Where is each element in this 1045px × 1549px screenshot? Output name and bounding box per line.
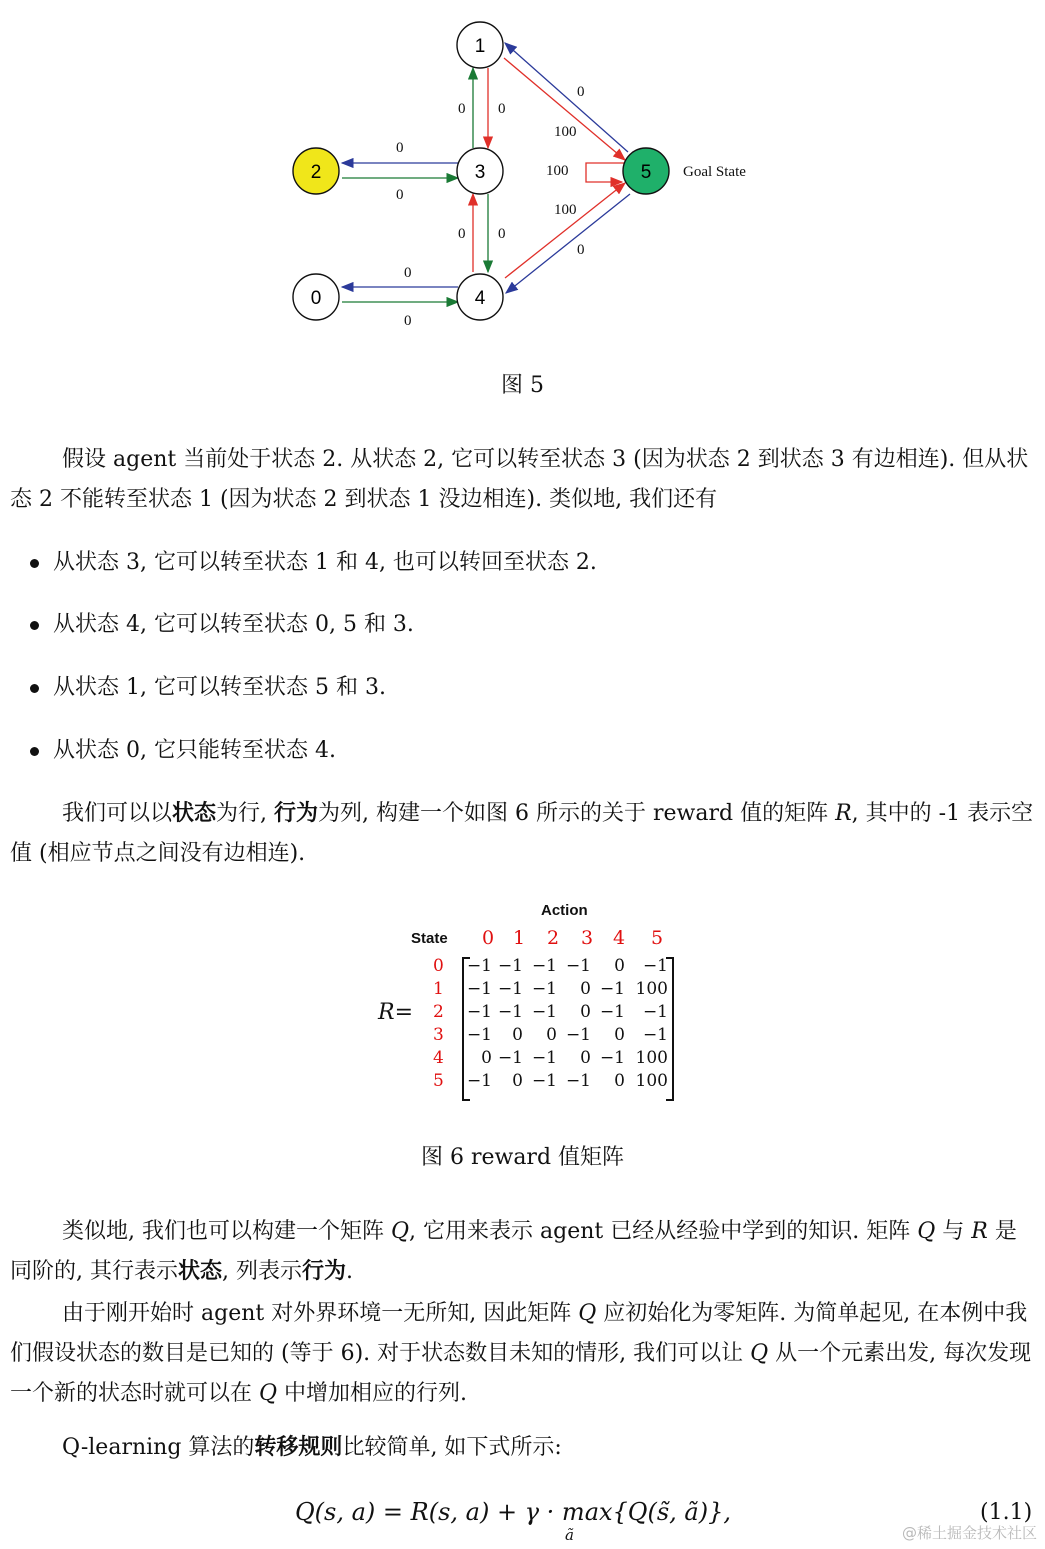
state-node-label: 5 — [640, 162, 652, 183]
matrix-col-header: 4 — [612, 927, 626, 949]
edge-label: 100 — [554, 202, 577, 218]
state-node-label: 0 — [310, 288, 322, 309]
edge-5-5 — [586, 163, 624, 182]
matrix-cell: −1 — [466, 1025, 492, 1045]
matrix-cell: −1 — [642, 956, 668, 976]
matrix-cell: −1 — [497, 956, 523, 976]
edge-1-5 — [504, 58, 625, 160]
matrix-row-header: 4 — [433, 1048, 444, 1068]
bullet-text: 从状态 4, 它可以转至状态 0, 5 和 3. — [53, 612, 414, 637]
state-node-label: 4 — [474, 288, 486, 309]
bullet-item — [30, 670, 386, 701]
paragraph-1: 假设 agent 当前处于状态 2. 从状态 2, 它可以转至状态 3 (因为状态 2 到状态 3 有边相连). 但从状态 2 不能转至状态 1 (因为状态 2 到状态 1 没边相连). 类似地, 我们还有 — [10, 447, 1029, 512]
edge-label: 0 — [458, 101, 466, 117]
matrix-name: R= — [378, 1000, 413, 1025]
bullet-dot — [30, 747, 39, 756]
matrix-cell: −1 — [497, 1002, 523, 1022]
edge-label: 0 — [396, 187, 404, 203]
matrix-cell: −1 — [531, 1048, 557, 1068]
matrix-cell: 0 — [614, 956, 625, 976]
paragraph-4: 由于刚开始时 agent 对外界环境一无所知, 因此矩阵 Q 应初始化为零矩阵. 为简单起见, 在本例中我们假设状态的数目是已知的 (等于 6). 对于状态数目未知的情形, 我们可以让 Q 从一个元素出发, 每次发现一个新的状态时就可以在 Q 中增加相应的行列. — [10, 1301, 1032, 1406]
matrix-cell: −1 — [466, 1002, 492, 1022]
state-node-label: 1 — [474, 36, 486, 57]
matrix-cell: 0 — [481, 1048, 492, 1068]
matrix-row-header: 0 — [433, 956, 444, 976]
goal-state-label: Goal State — [683, 164, 746, 180]
edge-label: 0 — [577, 242, 585, 258]
matrix-cell: −1 — [466, 1071, 492, 1091]
matrix-cell: −1 — [642, 1002, 668, 1022]
matrix-cell: 100 — [635, 1071, 668, 1091]
bullet-text: 从状态 0, 它只能转至状态 4. — [53, 738, 336, 763]
matrix-cell: −1 — [466, 979, 492, 999]
matrix-cell: 0 — [546, 1025, 557, 1045]
watermark: @稀土掘金技术社区 — [901, 1524, 1037, 1542]
matrix-cell: −1 — [531, 956, 557, 976]
matrix-cell: 0 — [580, 979, 591, 999]
matrix-cell: −1 — [466, 956, 492, 976]
paragraph-3: 类似地, 我们也可以构建一个矩阵 Q, 它用来表示 agent 已经从经验中学到的知识. 矩阵 Q 与 R 是同阶的, 其行表示状态, 列表示行为. — [10, 1219, 1017, 1284]
edge-label: 100 — [546, 163, 569, 179]
state-node-label: 3 — [474, 162, 486, 183]
matrix-row-header: 2 — [433, 1002, 444, 1022]
matrix-cell: −1 — [599, 1002, 625, 1022]
matrix-cell: 0 — [614, 1071, 625, 1091]
edge-label: 0 — [404, 265, 412, 281]
bullet-item — [30, 733, 336, 764]
matrix-state-label: State — [411, 930, 448, 947]
matrix-row-header: 3 — [433, 1025, 444, 1045]
matrix-cell: 0 — [580, 1002, 591, 1022]
matrix-cell: −1 — [531, 1002, 557, 1022]
matrix-cell: 0 — [512, 1071, 523, 1091]
matrix-cell: −1 — [565, 1071, 591, 1091]
matrix-cell: 100 — [635, 1048, 668, 1068]
figure-6-caption: 图 6 reward 值矩阵 — [420, 1145, 625, 1170]
matrix-cell: 100 — [635, 979, 668, 999]
edge-4-5 — [505, 183, 625, 278]
matrix-col-header: 2 — [546, 927, 560, 949]
bullet-dot — [30, 621, 39, 630]
matrix-col-header: 0 — [481, 927, 495, 949]
figure-5-caption: 图 5 — [501, 373, 544, 398]
matrix-action-label: Action — [541, 902, 588, 919]
bullet-item — [30, 545, 597, 576]
bullet-dot — [30, 559, 39, 568]
edge-label: 0 — [458, 226, 466, 242]
bullet-item — [30, 607, 414, 638]
paragraph-2: 我们可以以状态为行, 行为为列, 构建一个如图 6 所示的关于 reward 值的矩阵 R, 其中的 -1 表示空值 (相应节点之间没有边相连). — [10, 801, 1034, 866]
matrix-cell: −1 — [497, 979, 523, 999]
matrix-col-header: 5 — [650, 927, 664, 949]
matrix-row-header: 1 — [433, 979, 444, 999]
matrix-cell: −1 — [642, 1025, 668, 1045]
matrix-cell: −1 — [497, 1048, 523, 1068]
state-graph — [0, 0, 1045, 340]
matrix-col-header: 1 — [512, 927, 526, 949]
bullet-dot — [30, 684, 39, 693]
matrix-cell: 0 — [614, 1025, 625, 1045]
state-node-label: 2 — [310, 162, 322, 183]
matrix-cell: −1 — [599, 1048, 625, 1068]
matrix-cell: −1 — [531, 1071, 557, 1091]
edge-label: 0 — [498, 226, 506, 242]
edge-label: 0 — [498, 101, 506, 117]
matrix-row-header: 5 — [433, 1071, 444, 1091]
paragraph-5: Q-learning 算法的转移规则比较简单, 如下式所示: — [62, 1435, 562, 1460]
edge-label: 0 — [577, 84, 585, 100]
bullet-text: 从状态 1, 它可以转至状态 5 和 3. — [53, 675, 386, 700]
matrix-cell: −1 — [531, 979, 557, 999]
edge-label: 0 — [404, 313, 412, 329]
matrix-cell: −1 — [565, 956, 591, 976]
edge-label: 0 — [396, 140, 404, 156]
matrix-cell: −1 — [565, 1025, 591, 1045]
matrix-cell: 0 — [580, 1048, 591, 1068]
matrix-cell: −1 — [599, 979, 625, 999]
matrix-cell: 0 — [512, 1025, 523, 1045]
matrix-col-header: 3 — [580, 927, 594, 949]
equation-subscript: ã — [565, 1526, 574, 1544]
bullet-text: 从状态 3, 它可以转至状态 1 和 4, 也可以转回至状态 2. — [53, 550, 597, 575]
edge-label: 100 — [554, 124, 577, 140]
equation-number: (1.1) — [980, 1500, 1033, 1525]
equation: Q(s, a) = R(s, a) + γ · max{Q(s̃, ã)}, — [295, 1498, 731, 1526]
